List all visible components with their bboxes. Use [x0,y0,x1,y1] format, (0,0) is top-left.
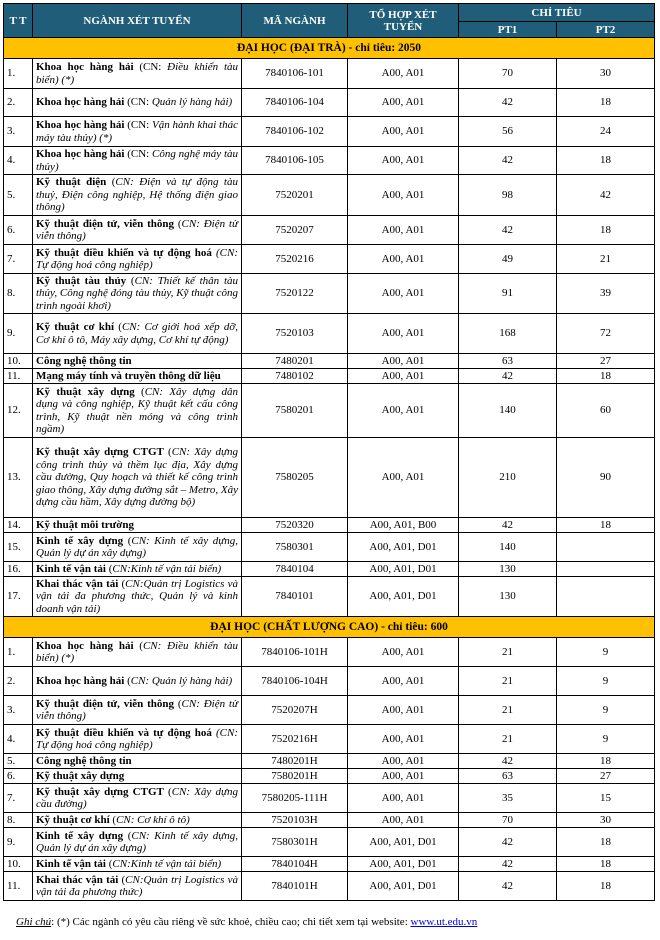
header-stt: T T [4,4,33,38]
program-name: Kỹ thuật điều khiển và tự động hoá [36,246,212,259]
program-paren: (CN: [133,61,168,73]
program-name: Khai thác vận tải [36,577,119,590]
row-pt1: 140 [459,533,557,562]
row-pt2 [557,562,655,577]
row-pt2: 30 [557,59,655,89]
row-program [33,518,242,533]
row-stt: 2. [4,667,33,696]
row-stt: 11. [4,872,33,901]
row-pt1: 210 [459,438,557,518]
table-row [4,438,655,518]
section-header [4,617,655,638]
header-ma-nganh: MÃ NGÀNH [242,4,348,38]
program-name: Kỹ thuật xây dựng CTGT [36,446,164,459]
table-row [4,813,655,828]
table-row [4,147,655,175]
row-subject-combo: A00, A01 [348,89,459,117]
header-pt2: PT2 [557,22,655,38]
table-row [4,696,655,725]
table-row [4,725,655,754]
table-row [4,667,655,696]
program-name: Khoa học hàng hải [36,639,134,652]
table-row [4,562,655,577]
table-row [4,769,655,784]
row-program-code: 7840106-101H [242,638,348,667]
row-program [33,638,242,667]
row-pt1: 42 [459,369,557,384]
program-name: Kỹ thuật cơ khí [36,813,110,826]
row-stt: 15. [4,533,33,562]
program-specialization: CN: Quản lý hàng hải) [130,674,233,687]
row-pt2: 18 [557,518,655,533]
program-paren: ( [133,639,143,652]
program-paren: ( [118,577,126,590]
program-name: Khai thác vận tải [36,873,119,886]
row-program-code: 7520201 [242,175,348,216]
row-program-code: 7480201 [242,354,348,369]
row-program-code: 7840106-104H [242,667,348,696]
program-paren: ( [163,446,172,459]
row-program [33,245,242,274]
row-program-code: 7520320 [242,518,348,533]
program-name: Kinh tế xây dựng [36,829,124,842]
row-pt1: 42 [459,518,557,533]
row-subject-combo: A00, A01 [348,369,459,384]
row-stt: 1. [4,638,33,667]
row-program-code: 7840106-104 [242,89,348,117]
table-row [4,117,655,147]
program-specialization: CN: Điều khiển tàu biển) (*) [36,639,238,664]
program-specialization: CN: Điện và tự động tàu thuỷ, Điện công nghiệp, Hệ thống điện giao thông) [36,176,238,214]
row-stt: 6. [4,216,33,245]
program-specialization: CN: Thiết kế thân tàu thủy, Công nghệ đóng tàu thủy, Kỹ thuật công trình ngoài khơi) [36,274,239,312]
footnote-text: : (*) Các ngành có yêu cầu riêng về sức khoẻ, chiều cao; chi tiết xem tại website: [51,916,411,928]
row-pt1: 168 [459,314,557,354]
row-pt2: 18 [557,828,655,857]
row-pt1: 42 [459,216,557,245]
row-pt1: 42 [459,857,557,872]
row-pt2: 18 [557,857,655,872]
row-pt2: 24 [557,117,655,147]
row-pt2: 18 [557,754,655,769]
program-paren: ( [106,176,116,189]
program-paren: ( [123,829,132,842]
table-row [4,274,655,314]
row-program-code: 7840104H [242,857,348,872]
row-subject-combo: A00, A01 [348,638,459,667]
program-name: Kỹ thuật điện tử, viễn thông [36,697,174,710]
program-name: Kinh tế vận tải [36,857,106,870]
row-subject-combo: A00, A01, D01 [348,872,459,901]
row-stt: 17. [4,577,33,617]
row-program [33,754,242,769]
program-specialization: Công nghệ máy tàu thủy) [36,148,238,173]
row-pt2 [557,533,655,562]
row-program [33,667,242,696]
program-specialization: CN: Xây dựng công trình thủy và thềm lục địa, Xây dựng cầu đường, Quy hoạch và thiết kế công trình giao thông, Xây dựng đường sắt – Metro, Xây dựng cầu hầm, Xây dựng đường bộ) [36,446,238,509]
row-subject-combo: A00, A01 [348,725,459,754]
program-name: Kỹ thuật môi trường [36,518,134,531]
row-pt1: 21 [459,638,557,667]
row-subject-combo: A00, A01, D01 [348,828,459,857]
row-pt2: 18 [557,147,655,175]
row-subject-combo: A00, A01 [348,754,459,769]
row-subject-combo: A00, A01 [348,216,459,245]
row-pt2: 42 [557,175,655,216]
program-name: Kinh tế xây dựng [36,534,124,547]
row-pt2: 30 [557,813,655,828]
program-specialization: (CN: Tự động hoá công nghiệp) [36,726,239,751]
footnote-label: Ghi chú [16,916,52,928]
row-stt: 12. [4,384,33,438]
row-program-code: 7520207 [242,216,348,245]
row-pt2: 18 [557,216,655,245]
row-program-code: 7520216 [242,245,348,274]
program-specialization: CN: Kinh tế xây dựng, Quản lý dự án xây dựng) [36,534,238,559]
row-pt2: 21 [557,245,655,274]
row-stt: 10. [4,354,33,369]
program-name: Kỹ thuật tàu thủy [36,274,127,287]
header-nganh: NGÀNH XÉT TUYỂN [33,4,242,38]
row-program [33,59,242,89]
table-row [4,354,655,369]
row-program-code: 7520103H [242,813,348,828]
row-pt1: 91 [459,274,557,314]
table-row [4,369,655,384]
table-header [4,4,655,38]
program-paren: ( [118,873,126,886]
program-name: Khoa học hàng hải [36,119,125,131]
row-pt1: 42 [459,872,557,901]
row-pt2: 9 [557,638,655,667]
program-paren: ( [123,534,132,547]
program-name: Khoa học hàng hải [36,148,125,160]
program-specialization: Vận hành khai thác máy tàu thủy) (*) [36,119,238,144]
program-name: Kỹ thuật xây dựng [36,385,135,398]
row-pt2: 27 [557,354,655,369]
row-program [33,857,242,872]
program-name: Khoa học hàng hải [36,96,125,109]
row-program-code: 7580301 [242,533,348,562]
row-stt: 13. [4,438,33,518]
row-stt: 4. [4,725,33,754]
row-pt1: 21 [459,667,557,696]
row-subject-combo: A00, A01 [348,438,459,518]
table-row [4,577,655,617]
program-name: Công nghệ thông tin [36,354,132,367]
program-paren: (CN: [124,148,153,160]
table-row [4,384,655,438]
row-subject-combo: A00, A01 [348,314,459,354]
row-program [33,769,242,784]
row-program [33,369,242,384]
row-program [33,438,242,518]
row-stt: 7. [4,245,33,274]
row-pt2: 72 [557,314,655,354]
table-row [4,216,655,245]
row-program-code: 7840101 [242,577,348,617]
footnote [16,916,477,928]
row-pt2: 15 [557,784,655,813]
program-specialization: CN: Kinh tế xây dựng, Quản lý dự án xây dựng) [36,829,238,854]
row-pt2: 90 [557,438,655,518]
row-program [33,175,242,216]
row-subject-combo: A00, A01 [348,245,459,274]
row-subject-combo: A00, A01 [348,813,459,828]
row-program-code: 7580205-111H [242,784,348,813]
program-name: Kỹ thuật xây dựng CTGT [36,785,164,798]
table-row [4,59,655,89]
row-program [33,872,242,901]
program-paren: ( [174,697,182,710]
row-pt1: 35 [459,784,557,813]
program-paren: (CN: [124,96,152,109]
row-program [33,89,242,117]
program-specialization: Điều khiển tàu biển) (*) [36,61,239,86]
row-subject-combo: A00, A01, B00 [348,518,459,533]
row-program [33,725,242,754]
row-subject-combo: A00, A01 [348,667,459,696]
program-paren: (CN: [124,119,153,131]
table-body [4,38,655,901]
row-program [33,533,242,562]
program-paren: ( [105,562,113,575]
row-program-code: 7580205 [242,438,348,518]
program-name: Mạng máy tính và truyền thông dữ liệu [36,369,221,382]
row-program-code: 7840106-101 [242,59,348,89]
row-pt1: 21 [459,696,557,725]
row-program [33,577,242,617]
row-program-code: 7580301H [242,828,348,857]
row-pt1: 140 [459,384,557,438]
row-program-code: 7580201H [242,769,348,784]
table-row [4,175,655,216]
header-to-hop: TỔ HỢP XÉT TUYỂN [348,4,459,38]
row-program [33,216,242,245]
row-pt1: 42 [459,754,557,769]
program-specialization: CN:Quản trị Logistics và vận tải đa phương thức) [36,873,238,898]
program-name: Khoa học hàng hải [36,674,125,687]
row-subject-combo: A00, A01 [348,769,459,784]
row-program [33,354,242,369]
row-program-code: 7840106-102 [242,117,348,147]
program-name: Kỹ thuật điện [36,176,107,189]
row-program [33,813,242,828]
row-subject-combo: A00, A01 [348,147,459,175]
header-pt1: PT1 [459,22,557,38]
row-stt: 5. [4,175,33,216]
row-pt2: 18 [557,369,655,384]
table-row [4,533,655,562]
program-name: Kỹ thuật cơ khí [36,321,115,333]
row-pt1: 70 [459,59,557,89]
row-program-code: 7520103 [242,314,348,354]
row-program [33,562,242,577]
program-name: Kỹ thuật xây dựng [36,769,125,782]
program-paren: ( [109,813,117,826]
table-row [4,518,655,533]
program-specialization: CN: Điện tử viễn thông) [36,217,238,242]
row-stt: 9. [4,314,33,354]
program-specialization: CN: Cơ khí ô tô) [116,813,190,826]
row-stt: 16. [4,562,33,577]
program-specialization: (CN: Tự động hoá công nghiệp) [36,246,239,271]
row-program [33,274,242,314]
website-link[interactable]: www.ut.edu.vn [410,916,478,928]
row-program-code: 7480201H [242,754,348,769]
row-pt1: 42 [459,89,557,117]
program-paren: ( [163,785,172,798]
table-row [4,857,655,872]
program-paren: ( [114,321,122,333]
table-row [4,314,655,354]
row-pt1: 130 [459,577,557,617]
program-name: Kỹ thuật điện tử, viễn thông [36,217,174,230]
row-stt: 3. [4,696,33,725]
program-name: Khoa học hàng hải [36,61,134,73]
program-specialization: CN: Điện tử viễn thông) [36,697,238,722]
admission-table [3,3,655,901]
row-stt: 6. [4,769,33,784]
row-pt1: 42 [459,147,557,175]
row-program [33,384,242,438]
row-pt2: 18 [557,872,655,901]
row-subject-combo: A00, A01, D01 [348,533,459,562]
row-pt2: 9 [557,696,655,725]
row-subject-combo: A00, A01 [348,384,459,438]
row-program [33,147,242,175]
table-row [4,638,655,667]
table-row [4,245,655,274]
header-chi-tieu: CHỈ TIÊU [459,4,655,22]
row-pt2: 39 [557,274,655,314]
row-stt: 1. [4,59,33,89]
row-stt: 5. [4,754,33,769]
program-name: Kỹ thuật điều khiển và tự động hoá [36,726,212,739]
row-program [33,314,242,354]
row-program-code: 7840101H [242,872,348,901]
row-subject-combo: A00, A01 [348,59,459,89]
row-stt: 4. [4,147,33,175]
row-subject-combo: A00, A01, D01 [348,577,459,617]
program-paren: ( [124,674,131,687]
table-row [4,754,655,769]
row-stt: 10. [4,857,33,872]
row-pt2: 27 [557,769,655,784]
program-specialization: CN:Kinh tế vận tải biển) [112,562,222,575]
row-pt1: 70 [459,813,557,828]
row-stt: 2. [4,89,33,117]
row-pt2: 9 [557,667,655,696]
row-subject-combo: A00, A01 [348,175,459,216]
row-pt1: 56 [459,117,557,147]
program-specialization: Quản lý hàng hải) [151,96,233,109]
section-title: ĐẠI HỌC (CHẤT LƯỢNG CAO) - chỉ tiêu: 600 [4,617,655,638]
program-name: Kinh tế vận tải [36,562,106,575]
row-pt1: 98 [459,175,557,216]
row-stt: 11. [4,369,33,384]
row-program-code: 7520207H [242,696,348,725]
table-row [4,872,655,901]
row-subject-combo: A00, A01 [348,354,459,369]
program-specialization: CN: Cơ giới hoá xếp dỡ, Cơ khí ô tô, Máy xây dựng, Cơ khí tự động) [36,321,238,346]
row-pt1: 49 [459,245,557,274]
program-specialization: CN:Quản trị Logistics và vận tải đa phương thức, Quản lý và kinh doanh vận tải) [36,577,238,615]
row-stt: 8. [4,813,33,828]
row-pt1: 130 [459,562,557,577]
row-stt: 9. [4,828,33,857]
table-row [4,828,655,857]
row-program-code: 7580201 [242,384,348,438]
row-program [33,117,242,147]
section-title: ĐẠI HỌC (ĐẠI TRÀ) - chỉ tiêu: 2050 [4,38,655,59]
row-pt1: 63 [459,769,557,784]
table-row [4,784,655,813]
row-pt2: 18 [557,89,655,117]
table-row [4,89,655,117]
row-stt: 8. [4,274,33,314]
row-subject-combo: A00, A01, D01 [348,857,459,872]
row-stt: 7. [4,784,33,813]
row-pt1: 63 [459,354,557,369]
program-paren: ( [134,385,145,398]
program-specialization: CN:Kinh tế vận tải biển) [112,857,222,870]
row-program-code: 7520122 [242,274,348,314]
section-header [4,38,655,59]
row-subject-combo: A00, A01, D01 [348,562,459,577]
row-program-code: 7480102 [242,369,348,384]
row-program [33,828,242,857]
row-program [33,696,242,725]
row-stt: 3. [4,117,33,147]
row-pt1: 21 [459,725,557,754]
row-stt: 14. [4,518,33,533]
row-program [33,784,242,813]
row-program-code: 7520216H [242,725,348,754]
program-name: Công nghệ thông tin [36,754,132,767]
program-specialization: CN: Xây dựng dân dụng và công nghiệp, Kỹ thuật kết cấu công trình, Kỹ thuật nền móng và công trình ngầm) [36,385,238,435]
row-pt2: 60 [557,384,655,438]
row-subject-combo: A00, A01 [348,784,459,813]
program-specialization: CN: Xây dựng cầu đường) [36,785,238,810]
program-paren: ( [105,857,113,870]
program-paren: ( [126,274,135,287]
row-subject-combo: A00, A01 [348,117,459,147]
row-program-code: 7840106-105 [242,147,348,175]
row-pt1: 42 [459,828,557,857]
row-pt2 [557,577,655,617]
row-program-code: 7840104 [242,562,348,577]
row-subject-combo: A00, A01 [348,696,459,725]
row-pt2: 9 [557,725,655,754]
row-subject-combo: A00, A01 [348,274,459,314]
program-paren: ( [174,217,182,230]
